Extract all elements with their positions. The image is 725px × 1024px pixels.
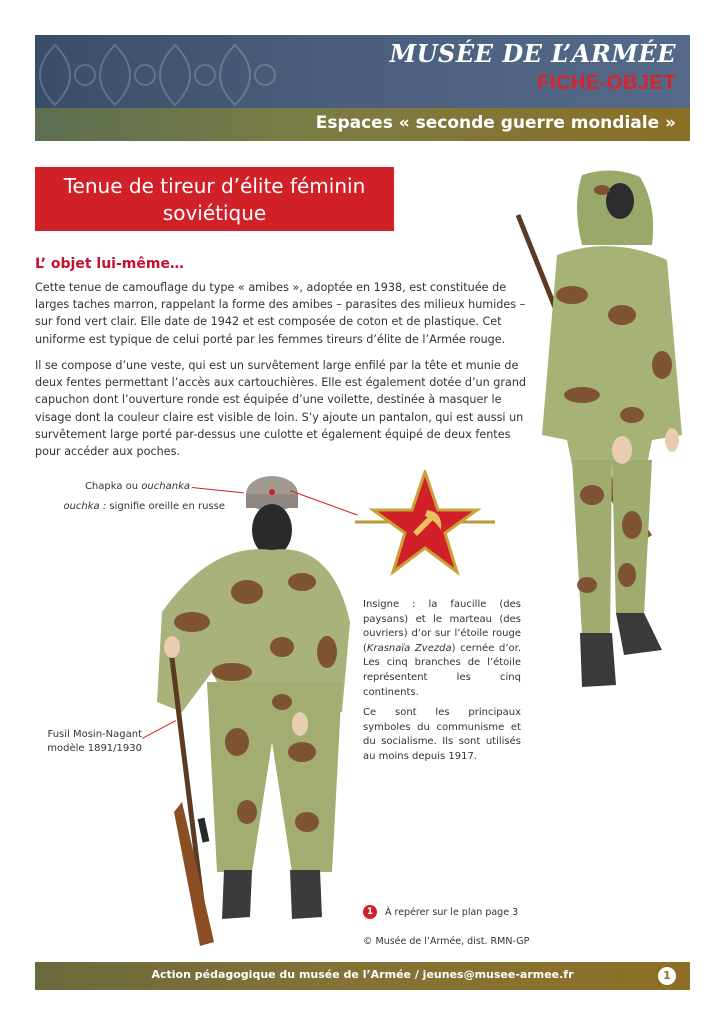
museum-title: MUSÉE DE L’ARMÉE: [389, 39, 676, 68]
page-number: 1: [658, 967, 676, 985]
insigne-paragraph-1: [363, 598, 521, 700]
insigne-text-b: ) cernée d’or. Les cinq branches de l’étoile représentent les cinq continents.: [363, 642, 521, 698]
page-footer: [35, 962, 690, 990]
caption-fusil: [35, 728, 142, 756]
footer-contact: Action pédagogique du musée de l’Armée / jeunes@musee-armee.fr: [151, 968, 574, 981]
object-title: [35, 167, 394, 231]
header-banner: [35, 35, 690, 108]
caption-fusil-line1: Fusil Mosin-Nagant: [47, 729, 142, 740]
plan-number-badge: 1: [363, 905, 377, 919]
red-star-insignia: [355, 470, 495, 578]
caption-chapka-italic: ouchanka: [141, 481, 190, 492]
caption-ouchka-definition: signifie oreille en russe: [106, 501, 225, 512]
copyright-notice: © Musée de l’Armée, dist. RMN-GP: [363, 936, 530, 947]
insigne-text-a: Insigne : la faucille (des paysans) et le marteau (des ouvriers) d’or sur l’étoile rouge (: [363, 599, 521, 654]
insigne-paragraph-2: Ce sont les principaux symboles du communisme et du socialisme. Ils sont utilisés au moins depuis 1917.: [363, 707, 521, 762]
caption-chapka-prefix: Chapka ou: [84, 481, 142, 492]
mannequin-hooded-photo: [512, 165, 690, 695]
insigne-description: [363, 598, 521, 765]
object-title-line1: Tenue de tireur d’élite féminin: [63, 174, 366, 198]
caption-ouchka-term: ouchka :: [63, 501, 107, 512]
espaces-label: Espaces « seconde guerre mondiale »: [315, 113, 676, 133]
section-heading: L’ objet lui-même…: [35, 256, 184, 272]
mannequin-chapka-photo: [152, 472, 357, 952]
header-band: [35, 108, 690, 141]
plan-reference-text: À repérer sur le plan page 3: [385, 906, 519, 918]
caption-ouchka: [35, 500, 225, 514]
caption-chapka: [40, 480, 190, 494]
paragraph-2: Il se compose d’une veste, qui est un survêtement large enfilé par la tête et munie de deux fentes permettant l’accès aux cartouchières. Elle est également dotée d’un grand capuchon dont l’ouverture ronde est équipée d’une voilette, destinée à masquer le visage dont la couleur claire est visible de loin. S’y ajoute un pantalon, qui est aussi un survêtement large porté par-dessus une culotte et également équipé de deux fentes pour accéder aux poches.: [35, 359, 527, 459]
object-title-line2: soviétique: [162, 201, 267, 225]
caption-fusil-line2: modèle 1891/1930: [47, 743, 142, 754]
insigne-text-italic: Krasnaïa Zvezda: [366, 642, 452, 654]
plan-reference: [363, 905, 518, 919]
ornament-pattern: [35, 35, 335, 108]
paragraph-1: Cette tenue de camouflage du type « amibes », adoptée en 1938, est constituée de larges taches marron, rappelant la forme des amibes – parasites des milieux humides – sur fond vert clair. Elle date de 1942 et est composée de coton et de plastique. Cet uniforme est typique de celui porté par les femmes tireurs d’élite de l’Armée rouge.: [35, 281, 526, 346]
page-header: [35, 35, 690, 141]
fiche-objet-label: FICHE-OBJET: [537, 72, 676, 94]
